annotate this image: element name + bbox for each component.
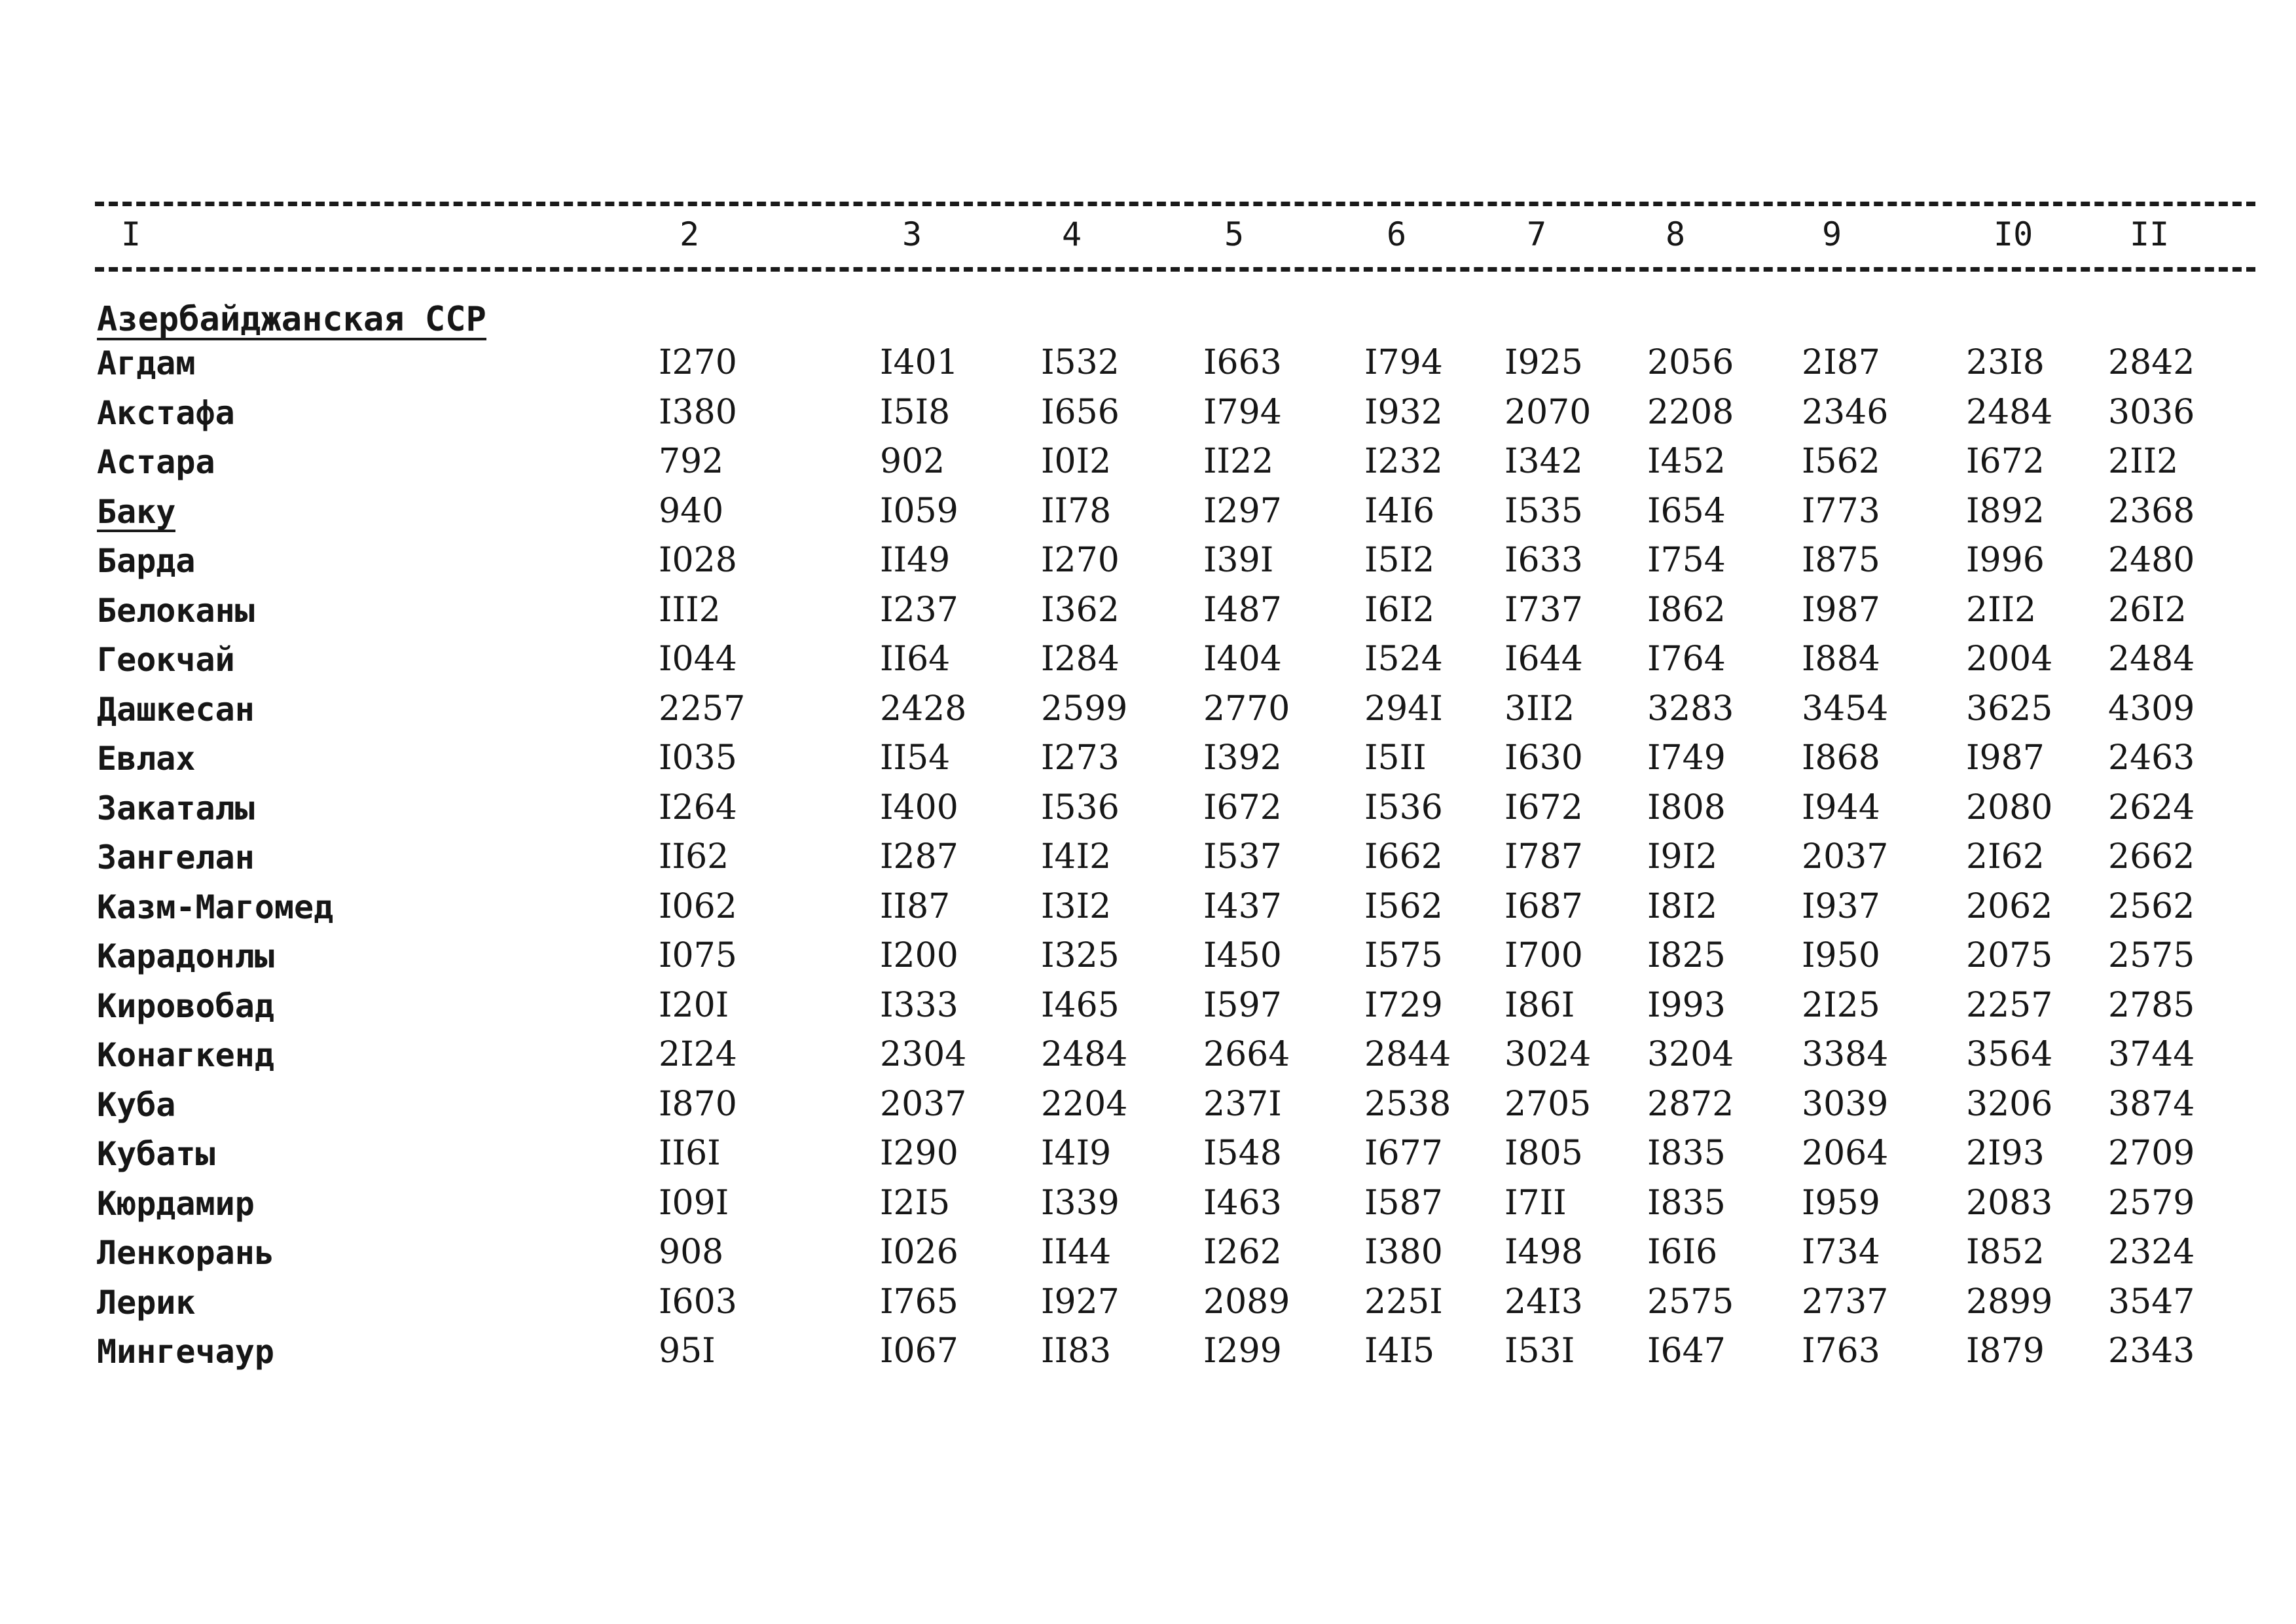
table-cell: I20I: [659, 985, 729, 1025]
column-header-6: 6: [1387, 215, 1407, 253]
table-cell: 2I87: [1802, 343, 1880, 382]
table-cell: I548: [1203, 1134, 1282, 1173]
table-cell: I562: [1364, 886, 1443, 926]
table-cell: I575: [1364, 936, 1443, 975]
table-cell: I700: [1504, 936, 1583, 975]
table-cell: 2I25: [1802, 985, 1880, 1025]
table-cell: I764: [1647, 640, 1726, 679]
table-cell: 2705: [1504, 1084, 1592, 1124]
table-cell: I987: [1966, 738, 2045, 778]
table-cell: I805: [1504, 1134, 1583, 1173]
table-cell: 2208: [1647, 392, 1734, 432]
table-cell: 2844: [1364, 1035, 1451, 1074]
table-cell: I875: [1802, 541, 1880, 580]
table-cell: II44: [1041, 1233, 1112, 1272]
table-cell: I763: [1802, 1331, 1880, 1371]
table-cell: 2II2: [2108, 442, 2179, 481]
table-cell: I362: [1041, 590, 1120, 630]
table-cell: I835: [1647, 1183, 1726, 1223]
table-cell: I53I: [1504, 1331, 1575, 1371]
table-cell: I532: [1041, 343, 1120, 382]
table-cell: I870: [659, 1084, 737, 1124]
table-cell: I644: [1504, 640, 1583, 679]
table-cell: 2324: [2108, 1233, 2195, 1272]
table-cell: I959: [1802, 1183, 1880, 1223]
table-cell: 2664: [1203, 1035, 1290, 1074]
table-cell: I773: [1802, 491, 1880, 531]
table-cell: II87: [880, 886, 951, 926]
table-cell: II64: [880, 640, 951, 679]
table-cell: 2579: [2108, 1183, 2195, 1223]
table-cell: I450: [1203, 936, 1282, 975]
table-cell: I287: [880, 837, 958, 876]
table-cell: I270: [659, 343, 737, 382]
table-cell: I09I: [659, 1183, 729, 1223]
table-cell: I794: [1203, 392, 1282, 432]
row-name: Агдам: [97, 344, 196, 382]
table-cell: 792: [659, 442, 724, 481]
table-cell: 3547: [2108, 1282, 2195, 1322]
table-cell: I749: [1647, 738, 1726, 778]
table-cell: I0I2: [1041, 442, 1112, 481]
table-cell: 2709: [2108, 1134, 2195, 1173]
table-cell: I9I2: [1647, 837, 1718, 876]
table-cell: 2599: [1041, 689, 1128, 729]
table-cell: 940: [659, 491, 724, 531]
table-cell: I284: [1041, 640, 1120, 679]
table-cell: I536: [1041, 787, 1120, 827]
table-cell: I7II: [1504, 1183, 1567, 1223]
column-header-3: 3: [902, 215, 922, 253]
table-cell: 2004: [1966, 640, 2053, 679]
table-cell: 3036: [2108, 392, 2195, 432]
table-cell: I787: [1504, 837, 1583, 876]
table-cell: 2575: [2108, 936, 2195, 975]
table-cell: I925: [1504, 343, 1583, 382]
table-cell: I297: [1203, 491, 1282, 531]
row-name: Кюрдамир: [97, 1184, 255, 1223]
table-cell: 3039: [1802, 1084, 1889, 1124]
table-cell: I452: [1647, 442, 1726, 481]
table-cell: I825: [1647, 936, 1726, 975]
table-cell: I603: [659, 1282, 737, 1322]
table-cell: I273: [1041, 738, 1120, 778]
table-cell: 23I8: [1966, 343, 2045, 382]
table-cell: 95I: [659, 1331, 716, 1371]
table-cell: II6I: [659, 1134, 721, 1173]
column-header-7: 7: [1527, 215, 1547, 253]
table-cell: 2089: [1203, 1282, 1290, 1322]
table-cell: I067: [880, 1331, 958, 1371]
table-cell: I86I: [1504, 985, 1575, 1025]
table-cell: 2304: [880, 1035, 967, 1074]
table-cell: I6I2: [1364, 590, 1435, 630]
column-header-11: II: [2130, 215, 2170, 253]
table-cell: I597: [1203, 985, 1282, 1025]
row-name: Казм-Магомед: [97, 888, 334, 926]
table-cell: 2368: [2108, 491, 2195, 531]
table-cell: 2624: [2108, 787, 2195, 827]
table-cell: I437: [1203, 886, 1282, 926]
table-cell: I562: [1802, 442, 1880, 481]
table-cell: I2I5: [880, 1183, 951, 1223]
row-name: Барда: [97, 542, 196, 580]
table-cell: I794: [1364, 343, 1443, 382]
table-cell: I524: [1364, 640, 1443, 679]
table-cell: I3I2: [1041, 886, 1112, 926]
table-cell: I4I9: [1041, 1134, 1112, 1173]
row-name: Кировобад: [97, 986, 274, 1025]
table-cell: I5I8: [880, 392, 951, 432]
row-name: Акстафа: [97, 393, 235, 432]
table-cell: II78: [1041, 491, 1112, 531]
table-cell: I852: [1966, 1233, 2045, 1272]
row-name: Евлах: [97, 740, 196, 778]
table-cell: I392: [1203, 738, 1282, 778]
table-cell: 2785: [2108, 985, 2195, 1025]
header-rule: [95, 267, 2255, 272]
table-cell: I677: [1364, 1134, 1443, 1173]
row-name: Дашкесан: [97, 690, 255, 729]
table-cell: I932: [1364, 392, 1443, 432]
row-name: Баку: [97, 492, 176, 531]
table-cell: I884: [1802, 640, 1880, 679]
table-cell: I996: [1966, 541, 2045, 580]
table-cell: I325: [1041, 936, 1120, 975]
table-cell: 3874: [2108, 1084, 2195, 1124]
table-cell: 2257: [659, 689, 746, 729]
table-cell: I404: [1203, 640, 1282, 679]
column-header-9: 9: [1822, 215, 1842, 253]
row-name: Астара: [97, 443, 215, 481]
table-cell: I672: [1966, 442, 2045, 481]
table-cell: I879: [1966, 1331, 2045, 1371]
table-cell: 3024: [1504, 1035, 1592, 1074]
table-cell: 2070: [1504, 392, 1592, 432]
table-cell: 2204: [1041, 1084, 1128, 1124]
table-cell: I765: [880, 1282, 958, 1322]
table-cell: I662: [1364, 837, 1443, 876]
table-cell: I264: [659, 787, 737, 827]
table-cell: I4I6: [1364, 491, 1435, 531]
table-cell: II54: [880, 738, 951, 778]
table-cell: 225I: [1364, 1282, 1443, 1322]
table-cell: II62: [659, 837, 729, 876]
table-cell: I5I2: [1364, 541, 1435, 580]
column-header-2: 2: [680, 215, 700, 253]
table-cell: 2737: [1802, 1282, 1889, 1322]
table-cell: I4I2: [1041, 837, 1112, 876]
table-cell: 2I93: [1966, 1134, 2045, 1173]
column-header-8: 8: [1666, 215, 1686, 253]
table-cell: II49: [880, 541, 951, 580]
table-cell: 2257: [1966, 985, 2053, 1025]
table-cell: 3206: [1966, 1084, 2053, 1124]
table-cell: I028: [659, 541, 737, 580]
table-cell: I633: [1504, 541, 1583, 580]
table-cell: I654: [1647, 491, 1726, 531]
table-cell: I835: [1647, 1134, 1726, 1173]
table-cell: 2484: [1041, 1035, 1128, 1074]
table-cell: I862: [1647, 590, 1726, 630]
table-cell: 3283: [1647, 689, 1734, 729]
table-cell: I465: [1041, 985, 1120, 1025]
table-cell: 24I3: [1504, 1282, 1583, 1322]
table-cell: 2II2: [1966, 590, 2037, 630]
row-name: Белоканы: [97, 591, 255, 630]
table-cell: I729: [1364, 985, 1443, 1025]
table-cell: I200: [880, 936, 958, 975]
table-cell: I6I6: [1647, 1233, 1718, 1272]
table-cell: 2484: [2108, 640, 2195, 679]
table-cell: I5II: [1364, 738, 1427, 778]
table-cell: 237I: [1203, 1084, 1282, 1124]
table-cell: I237: [880, 590, 958, 630]
table-cell: I290: [880, 1134, 958, 1173]
table-cell: 3384: [1802, 1035, 1889, 1074]
table-cell: 2428: [880, 689, 967, 729]
table-cell: 908: [659, 1233, 724, 1272]
table-cell: I868: [1802, 738, 1880, 778]
table-cell: I734: [1802, 1233, 1880, 1272]
table-cell: 3564: [1966, 1035, 2053, 1074]
row-name: Ленкорань: [97, 1234, 274, 1272]
table-cell: I044: [659, 640, 737, 679]
table-cell: I39I: [1203, 541, 1274, 580]
row-name: Геокчай: [97, 641, 235, 679]
table-cell: 2083: [1966, 1183, 2053, 1223]
table-cell: I299: [1203, 1331, 1282, 1371]
table-cell: I663: [1203, 343, 1282, 382]
table-cell: 2064: [1802, 1134, 1889, 1173]
table-cell: 2062: [1966, 886, 2053, 926]
table-cell: I892: [1966, 491, 2045, 531]
table-cell: I400: [880, 787, 958, 827]
table-cell: 2662: [2108, 837, 2195, 876]
table-cell: 26I2: [2108, 590, 2187, 630]
table-cell: 2842: [2108, 343, 2195, 382]
table-cell: I672: [1203, 787, 1282, 827]
table-cell: I927: [1041, 1282, 1120, 1322]
row-name: Зангелан: [97, 839, 255, 876]
table-cell: I401: [880, 343, 958, 382]
table-cell: I737: [1504, 590, 1583, 630]
table-cell: I026: [880, 1233, 958, 1272]
table-cell: 3II2: [1504, 689, 1575, 729]
table-cell: 2575: [1647, 1282, 1734, 1322]
table-cell: 2562: [2108, 886, 2195, 926]
table-cell: I993: [1647, 985, 1726, 1025]
table-cell: III2: [659, 590, 721, 630]
table-cell: I537: [1203, 837, 1282, 876]
table-cell: I987: [1802, 590, 1880, 630]
column-header-10: I0: [1994, 215, 2033, 253]
table-cell: I808: [1647, 787, 1726, 827]
table-cell: I630: [1504, 738, 1583, 778]
table-cell: I647: [1647, 1331, 1726, 1371]
row-name: Конагкенд: [97, 1036, 274, 1074]
table-cell: I062: [659, 886, 737, 926]
table-cell: I937: [1802, 886, 1880, 926]
table-cell: I463: [1203, 1183, 1282, 1223]
table-cell: 902: [880, 442, 945, 481]
column-header-1: I: [121, 215, 141, 253]
table-cell: II83: [1041, 1331, 1112, 1371]
table-cell: 2080: [1966, 787, 2053, 827]
table-cell: I232: [1364, 442, 1443, 481]
table-cell: 3625: [1966, 689, 2053, 729]
table-cell: 2538: [1364, 1084, 1451, 1124]
table-cell: I342: [1504, 442, 1583, 481]
table-cell: I333: [880, 985, 958, 1025]
table-cell: 3744: [2108, 1035, 2195, 1074]
table-cell: I059: [880, 491, 958, 531]
table-cell: 2484: [1966, 392, 2053, 432]
table-cell: 2346: [1802, 392, 1889, 432]
table-cell: I944: [1802, 787, 1880, 827]
table-cell: 3204: [1647, 1035, 1734, 1074]
table-cell: 2037: [880, 1084, 967, 1124]
table-cell: 2075: [1966, 936, 2053, 975]
table-cell: I380: [1364, 1233, 1443, 1272]
table-cell: I380: [659, 392, 737, 432]
row-name: Куба: [97, 1085, 176, 1124]
row-name: Кубаты: [97, 1135, 215, 1173]
table-cell: I262: [1203, 1233, 1282, 1272]
table-cell: I339: [1041, 1183, 1120, 1223]
table-cell: I270: [1041, 541, 1120, 580]
region-heading: Азербайджанская ССР: [97, 300, 486, 339]
table-cell: 2770: [1203, 689, 1290, 729]
row-name: Мингечаур: [97, 1333, 274, 1371]
top-rule: [95, 202, 2255, 206]
table-cell: I035: [659, 738, 737, 778]
column-header-5: 5: [1224, 215, 1245, 253]
table-cell: II22: [1203, 442, 1274, 481]
table-cell: 294I: [1364, 689, 1443, 729]
table-cell: I672: [1504, 787, 1583, 827]
row-name: Закаталы: [97, 789, 255, 827]
table-cell: 2I24: [659, 1035, 737, 1074]
table-cell: 2480: [2108, 541, 2195, 580]
table-cell: 2872: [1647, 1084, 1734, 1124]
table-cell: 2899: [1966, 1282, 2053, 1322]
table-cell: 2343: [2108, 1331, 2195, 1371]
row-name: Лерик: [97, 1283, 196, 1322]
table-cell: I8I2: [1647, 886, 1718, 926]
column-header-4: 4: [1062, 215, 1082, 253]
row-name: Карадонлы: [97, 937, 274, 975]
table-cell: I487: [1203, 590, 1282, 630]
table-cell: I656: [1041, 392, 1120, 432]
table-cell: 4309: [2108, 689, 2195, 729]
table-cell: 2I62: [1966, 837, 2045, 876]
table-cell: 3454: [1802, 689, 1889, 729]
table-cell: I754: [1647, 541, 1726, 580]
table-cell: I950: [1802, 936, 1880, 975]
table-cell: 2037: [1802, 837, 1889, 876]
table-cell: I4I5: [1364, 1331, 1435, 1371]
table-cell: I075: [659, 936, 737, 975]
table-cell: I498: [1504, 1233, 1583, 1272]
table-cell: I536: [1364, 787, 1443, 827]
table-cell: 2056: [1647, 343, 1734, 382]
table-cell: I687: [1504, 886, 1583, 926]
table-cell: 2463: [2108, 738, 2195, 778]
table-cell: I535: [1504, 491, 1583, 531]
table-cell: I587: [1364, 1183, 1443, 1223]
